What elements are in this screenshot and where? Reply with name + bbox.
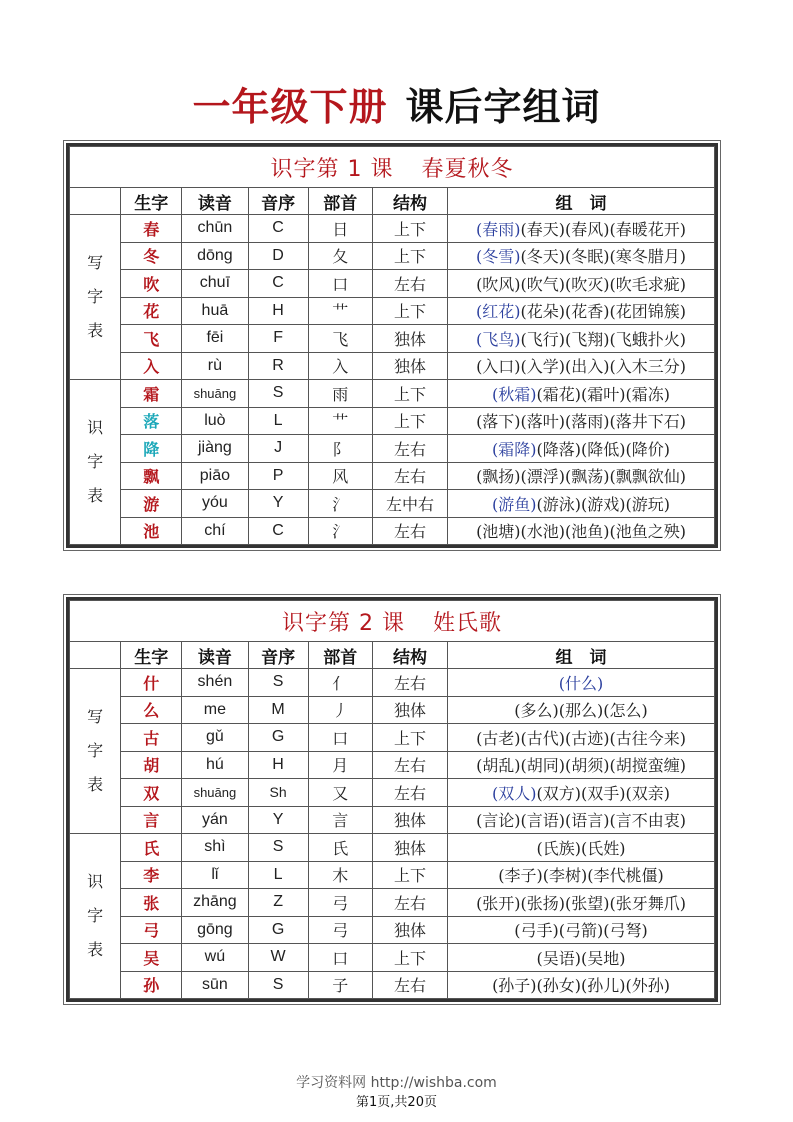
order-cell: S: [248, 971, 308, 999]
words-cell: [448, 380, 715, 408]
side-label-read: [70, 834, 121, 999]
table-row: [70, 669, 715, 697]
order-cell: Z: [248, 889, 308, 917]
radical-cell: 又: [308, 779, 372, 807]
order-cell: S: [248, 669, 308, 697]
words-highlight: (红花): [476, 302, 521, 322]
lesson-name: 姓氏歌: [432, 610, 502, 636]
words-list: (言论)(言语)(语言)(言不由衷): [476, 811, 687, 831]
char-cell: 古: [121, 724, 182, 752]
words-cell: [448, 724, 715, 752]
words-list: (张开)(张扬)(张望)(张牙舞爪): [476, 893, 687, 913]
table-row: [70, 861, 715, 889]
words-cell: [448, 352, 715, 380]
lesson-title-row: [70, 147, 715, 188]
table-row: [70, 696, 715, 724]
words-cell: [448, 490, 715, 518]
radical-cell: 口: [308, 724, 372, 752]
words-highlight: (霜降): [492, 439, 537, 459]
structure-cell: 独体: [372, 325, 447, 353]
header-char: 生字: [121, 642, 182, 669]
pinyin-cell: shuāng: [182, 779, 248, 807]
radical-cell: 口: [308, 270, 372, 298]
structure-cell: 左右: [372, 669, 447, 697]
pinyin-cell: yán: [182, 806, 248, 834]
pinyin-cell: gōng: [182, 916, 248, 944]
words-list: (游泳)(游戏)(游玩): [536, 494, 671, 514]
structure-cell: 上下: [372, 861, 447, 889]
structure-cell: 上下: [372, 944, 447, 972]
words-list: (霜花)(霜叶)(霜冻): [536, 384, 671, 404]
table-row: [70, 724, 715, 752]
words-list: (古老)(古代)(古迹)(古往今来): [476, 728, 687, 748]
pinyin-cell: gǔ: [182, 724, 248, 752]
lesson-table-1: [66, 143, 718, 548]
radical-cell: 飞: [308, 325, 372, 353]
order-cell: L: [248, 407, 308, 435]
words-list: (吹风)(吹气)(吹灭)(吹毛求疵): [476, 274, 687, 294]
order-cell: M: [248, 696, 308, 724]
table-row: [70, 971, 715, 999]
order-cell: Sh: [248, 779, 308, 807]
words-cell: [448, 297, 715, 325]
char-cell: 入: [121, 352, 182, 380]
radical-cell: 艹: [308, 407, 372, 435]
words-highlight: (什么): [558, 673, 604, 693]
pinyin-cell: chuī: [182, 270, 248, 298]
pinyin-cell: dōng: [182, 242, 248, 270]
structure-cell: 左右: [372, 517, 447, 545]
header-structure: 结构: [372, 188, 447, 215]
side-char: 识: [87, 418, 104, 437]
header-structure: 结构: [372, 642, 447, 669]
order-cell: H: [248, 751, 308, 779]
footer-page-number: 第1页,共20页: [356, 1095, 437, 1110]
table-row: [70, 270, 715, 298]
char-cell: 孙: [121, 971, 182, 999]
words-list: (胡乱)(胡同)(胡须)(胡搅蛮缠): [476, 756, 687, 776]
page-title: [0, 76, 793, 131]
pinyin-cell: shuāng: [182, 380, 248, 408]
radical-cell: 氵: [308, 517, 372, 545]
structure-cell: 独体: [372, 806, 447, 834]
char-cell: 双: [121, 779, 182, 807]
table-row: [70, 325, 715, 353]
char-cell: 池: [121, 517, 182, 545]
words-cell: [448, 861, 715, 889]
side-char: 表: [87, 775, 104, 794]
words-cell: [448, 669, 715, 697]
order-cell: W: [248, 944, 308, 972]
order-cell: C: [248, 270, 308, 298]
side-char: 写: [87, 253, 104, 272]
side-char: 字: [87, 287, 104, 306]
char-cell: 降: [121, 435, 182, 463]
structure-cell: 上下: [372, 242, 447, 270]
header-radical: 部首: [308, 642, 372, 669]
radical-cell: 弓: [308, 889, 372, 917]
table-row: [70, 352, 715, 380]
order-cell: G: [248, 724, 308, 752]
lesson-title-row: [70, 601, 715, 642]
order-cell: P: [248, 462, 308, 490]
radical-cell: 月: [308, 751, 372, 779]
char-cell: 吹: [121, 270, 182, 298]
structure-cell: 左右: [372, 889, 447, 917]
order-cell: Y: [248, 806, 308, 834]
words-cell: [448, 407, 715, 435]
table-row: [70, 517, 715, 545]
table-row: [70, 435, 715, 463]
structure-cell: 上下: [372, 724, 447, 752]
char-cell: 花: [121, 297, 182, 325]
char-cell: 游: [121, 490, 182, 518]
pinyin-cell: shì: [182, 834, 248, 862]
char-cell: 言: [121, 806, 182, 834]
pinyin-cell: fēi: [182, 325, 248, 353]
words-highlight: (秋霜): [492, 384, 537, 404]
structure-cell: 上下: [372, 407, 447, 435]
table-row: [70, 834, 715, 862]
pinyin-cell: lǐ: [182, 861, 248, 889]
structure-cell: 独体: [372, 916, 447, 944]
structure-cell: 左右: [372, 971, 447, 999]
side-char: 字: [87, 452, 104, 471]
side-label-read: [70, 380, 121, 545]
char-cell: 胡: [121, 751, 182, 779]
words-list: (孙子)(孙女)(孙儿)(外孙): [492, 976, 671, 996]
structure-cell: 左中右: [372, 490, 447, 518]
words-cell: [448, 325, 715, 353]
words-cell: [448, 971, 715, 999]
table-row: [70, 916, 715, 944]
words-cell: [448, 462, 715, 490]
pinyin-cell: luò: [182, 407, 248, 435]
lesson-label: 识字第 2 课: [282, 610, 405, 636]
header-order: 音序: [248, 642, 308, 669]
pinyin-cell: chūn: [182, 215, 248, 243]
words-cell: [448, 517, 715, 545]
words-cell: [448, 242, 715, 270]
words-list: (弓手)(弓箭)(弓弩): [514, 921, 648, 941]
words-cell: [448, 806, 715, 834]
table-row: [70, 806, 715, 834]
side-char: 字: [87, 741, 104, 760]
side-char: 识: [87, 872, 104, 891]
radical-cell: 夂: [308, 242, 372, 270]
structure-cell: 上下: [372, 380, 447, 408]
words-cell: [448, 779, 715, 807]
table-row: [70, 889, 715, 917]
words-list: (花朵)(花香)(花团锦簇): [520, 302, 687, 322]
radical-cell: 弓: [308, 916, 372, 944]
char-cell: 弓: [121, 916, 182, 944]
char-cell: 什: [121, 669, 182, 697]
header-blank: [70, 188, 121, 215]
order-cell: R: [248, 352, 308, 380]
pinyin-cell: shén: [182, 669, 248, 697]
side-char: 表: [87, 940, 104, 959]
words-list: (春天)(春风)(春暖花开): [520, 219, 687, 239]
char-cell: 李: [121, 861, 182, 889]
pinyin-cell: hú: [182, 751, 248, 779]
header-radical: 部首: [308, 188, 372, 215]
char-cell: 张: [121, 889, 182, 917]
radical-cell: 木: [308, 861, 372, 889]
words-list: (飞行)(飞翔)(飞蛾扑火): [520, 329, 687, 349]
words-cell: [448, 916, 715, 944]
radical-cell: 雨: [308, 380, 372, 408]
words-cell: [448, 751, 715, 779]
radical-cell: 丿: [308, 696, 372, 724]
pinyin-cell: jiàng: [182, 435, 248, 463]
table-row: [70, 407, 715, 435]
order-cell: J: [248, 435, 308, 463]
lesson-table-2: [66, 597, 718, 1002]
side-label-write: [70, 669, 121, 834]
title-topic: 课后字组词: [405, 85, 601, 129]
order-cell: G: [248, 916, 308, 944]
structure-cell: 左右: [372, 751, 447, 779]
radical-cell: 阝: [308, 435, 372, 463]
structure-cell: 上下: [372, 215, 447, 243]
words-highlight: (双人): [492, 783, 537, 803]
lesson-label: 识字第 1 课: [270, 156, 394, 182]
order-cell: C: [248, 215, 308, 243]
radical-cell: 口: [308, 944, 372, 972]
order-cell: L: [248, 861, 308, 889]
words-list: (池塘)(水池)(池鱼)(池鱼之殃): [476, 522, 687, 542]
char-cell: 飞: [121, 325, 182, 353]
radical-cell: 艹: [308, 297, 372, 325]
table-row: [70, 242, 715, 270]
header-row: [70, 188, 715, 215]
words-highlight: (游鱼): [492, 494, 537, 514]
order-cell: F: [248, 325, 308, 353]
header-words: 组 词: [448, 642, 715, 669]
words-list: (降落)(降低)(降价): [536, 439, 671, 459]
header-char: 生字: [121, 188, 182, 215]
words-highlight: (冬雪): [476, 247, 521, 267]
pinyin-cell: chí: [182, 517, 248, 545]
table-row: [70, 779, 715, 807]
radical-cell: 氏: [308, 834, 372, 862]
structure-cell: 左右: [372, 779, 447, 807]
table-row: [70, 490, 715, 518]
words-cell: [448, 696, 715, 724]
pinyin-cell: rù: [182, 352, 248, 380]
structure-cell: 左右: [372, 462, 447, 490]
structure-cell: 上下: [372, 297, 447, 325]
order-cell: S: [248, 834, 308, 862]
footer-site: 学习资料网 http://wishba.com: [296, 1075, 497, 1091]
words-list: (吴语)(吴地): [536, 948, 626, 968]
pinyin-cell: sūn: [182, 971, 248, 999]
char-cell: 冬: [121, 242, 182, 270]
pinyin-cell: me: [182, 696, 248, 724]
words-cell: [448, 435, 715, 463]
structure-cell: 独体: [372, 834, 447, 862]
pinyin-cell: zhāng: [182, 889, 248, 917]
pinyin-cell: piāo: [182, 462, 248, 490]
order-cell: D: [248, 242, 308, 270]
radical-cell: 子: [308, 971, 372, 999]
side-label-write: [70, 215, 121, 380]
order-cell: Y: [248, 490, 308, 518]
title-grade: 一年级下册: [192, 85, 388, 129]
char-cell: 氏: [121, 834, 182, 862]
char-cell: 春: [121, 215, 182, 243]
words-list: (冬天)(冬眠)(寒冬腊月): [520, 247, 687, 267]
radical-cell: 言: [308, 806, 372, 834]
pinyin-cell: yóu: [182, 490, 248, 518]
structure-cell: 独体: [372, 352, 447, 380]
words-list: (多么)(那么)(怎么): [514, 701, 648, 721]
words-cell: [448, 215, 715, 243]
words-list: (落下)(落叶)(落雨)(落井下石): [476, 412, 687, 432]
table-row: [70, 944, 715, 972]
words-cell: [448, 944, 715, 972]
words-highlight: (春雨): [476, 219, 521, 239]
header-order: 音序: [248, 188, 308, 215]
lesson-title: [70, 601, 715, 642]
words-list: (飘扬)(漂浮)(飘荡)(飘飘欲仙): [476, 467, 687, 487]
order-cell: H: [248, 297, 308, 325]
header-row: [70, 642, 715, 669]
side-char: 写: [87, 707, 104, 726]
radical-cell: 风: [308, 462, 372, 490]
char-cell: 霜: [121, 380, 182, 408]
side-char: 表: [87, 486, 104, 505]
pinyin-cell: wú: [182, 944, 248, 972]
lesson-title: [70, 147, 715, 188]
words-cell: [448, 270, 715, 298]
table-row: [70, 380, 715, 408]
words-highlight: (飞鸟): [476, 329, 521, 349]
table-row: [70, 751, 715, 779]
char-cell: 么: [121, 696, 182, 724]
structure-cell: 左右: [372, 435, 447, 463]
char-cell: 吴: [121, 944, 182, 972]
radical-cell: 亻: [308, 669, 372, 697]
words-list: (氏族)(氏姓): [536, 838, 626, 858]
header-pinyin: 读音: [182, 642, 248, 669]
words-cell: [448, 834, 715, 862]
words-cell: [448, 889, 715, 917]
words-list: (双方)(双手)(双亲): [536, 783, 671, 803]
words-list: (李子)(李树)(李代桃僵): [498, 866, 664, 886]
table-row: [70, 215, 715, 243]
table-row: [70, 462, 715, 490]
header-pinyin: 读音: [182, 188, 248, 215]
side-char: 表: [87, 321, 104, 340]
radical-cell: 日: [308, 215, 372, 243]
words-list: (入口)(入学)(出入)(入木三分): [476, 357, 687, 377]
char-cell: 飘: [121, 462, 182, 490]
structure-cell: 独体: [372, 696, 447, 724]
radical-cell: 氵: [308, 490, 372, 518]
char-cell: 落: [121, 407, 182, 435]
header-words: 组 词: [448, 188, 715, 215]
pinyin-cell: huā: [182, 297, 248, 325]
order-cell: C: [248, 517, 308, 545]
structure-cell: 左右: [372, 270, 447, 298]
radical-cell: 入: [308, 352, 372, 380]
order-cell: S: [248, 380, 308, 408]
lesson-name: 春夏秋冬: [421, 156, 514, 182]
table-row: [70, 297, 715, 325]
side-char: 字: [87, 906, 104, 925]
header-blank: [70, 642, 121, 669]
